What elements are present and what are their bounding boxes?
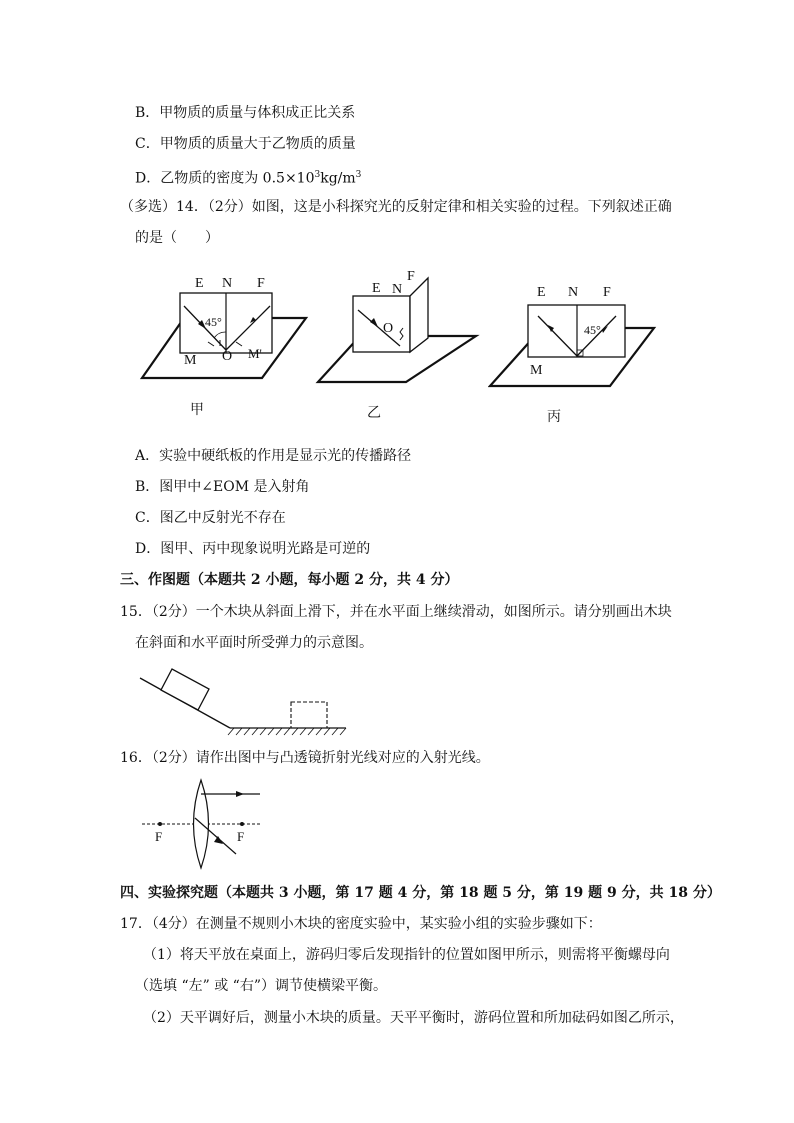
- q16-focus-left-point: [158, 822, 162, 826]
- yi-cardboard-f-folded: [410, 278, 428, 352]
- q14-option-a: A．实验中硬纸板的作用是显示光的传播路径: [135, 448, 412, 464]
- jia-label-n: N: [222, 276, 233, 291]
- section-3-title: 三、作图题（本题共 2 小题，每小题 2 分，共 4 分）: [120, 572, 459, 588]
- q15-ground-hatching: [228, 728, 346, 735]
- q13-option-d-exponent: 3: [314, 170, 321, 180]
- yi-label-f: F: [407, 269, 415, 284]
- q16-line1: 16．（2分）请作出图中与凸透镜折射光线对应的入射光线。: [120, 750, 490, 766]
- yi-label-e: E: [372, 281, 381, 296]
- bing-label-n: N: [568, 285, 579, 300]
- q15-block-on-floor: [291, 702, 327, 728]
- q13-option-d: [135, 166, 361, 188]
- q17-step1-line2: （选填 “左” 或 “右”）调节使横梁平衡。: [135, 978, 387, 994]
- q16-focus-right-label: F: [237, 829, 245, 844]
- q17-step2-line1: （2）天平调好后，测量小木块的质量。天平平衡时，游码位置和所加砝码如图乙所示，: [143, 1010, 684, 1026]
- q17-line1: 17．（4分）在测量不规则小木块的密度实验中，某实验小组的实验步骤如下：: [120, 916, 602, 932]
- q13-option-c: C．甲物质的质量大于乙物质的质量: [135, 136, 356, 152]
- q14-stem-line2: 的是（ ）: [135, 230, 219, 246]
- q13-option-d-unit-exponent: 3: [355, 170, 362, 180]
- bing-angle-label: 45°: [584, 323, 601, 337]
- q14-option-d: D．图甲、丙中现象说明光路是可逆的: [135, 541, 371, 557]
- yi-cardboard-e: [353, 296, 410, 352]
- q17-step1-line1: （1）将天平放在桌面上，游码归零后发现指针的位置如图甲所示，则需将平衡螺母向: [143, 947, 670, 963]
- jia-label-e: E: [195, 276, 204, 291]
- q13-option-d-unit: kg/m: [320, 170, 356, 187]
- q16-figure-convex-lens: [138, 778, 268, 872]
- q13-option-b: B．甲物质的质量与体积成正比关系: [135, 105, 356, 121]
- bing-label-m: M: [530, 363, 543, 378]
- q16-arrow-parallel: [236, 791, 244, 797]
- q14-caption-bing: 丙: [547, 409, 561, 425]
- bing-label-f: F: [603, 285, 611, 300]
- jia-angle-label: 45°: [205, 315, 222, 329]
- q14-caption-jia: 甲: [190, 402, 204, 418]
- jia-label-m: M: [184, 353, 197, 368]
- jia-label-o: O: [222, 349, 233, 364]
- q14-stem-line1: （多选）14．（2分）如图，这是小科探究光的反射定律和相关实验的过程。下列叙述正确: [120, 199, 672, 215]
- section-4-title: 四、实验探究题（本题共 3 小题，第 17 题 4 分，第 18 题 5 分，第 19 题 9 分，共 18 分）: [120, 885, 721, 901]
- q14-figure-bing: [488, 280, 658, 390]
- q16-focus-right-point: [240, 822, 244, 826]
- q16-focus-left-label: F: [155, 829, 163, 844]
- q14-option-c: C．图乙中反射光不存在: [135, 510, 286, 526]
- q14-option-b: B．图甲中∠EOM 是入射角: [135, 479, 310, 495]
- yi-label-o: O: [383, 321, 394, 336]
- q14-figure-yi: [312, 266, 482, 386]
- yi-label-n: N: [392, 282, 403, 297]
- q14-caption-yi: 乙: [367, 405, 381, 421]
- q15-block-on-incline: [161, 669, 209, 710]
- q15-line1: 15．（2分）一个木块从斜面上滑下，并在水平面上继续滑动，如图所示。请分别画出木块: [120, 604, 672, 620]
- bing-label-e: E: [537, 285, 546, 300]
- q15-figure-incline: [138, 662, 360, 742]
- q15-line2: 在斜面和水平面时所受弹力的示意图。: [135, 635, 373, 651]
- jia-label-f: F: [257, 276, 265, 291]
- q16-arrow-oblique: [214, 836, 223, 844]
- q14-figure-jia: [138, 268, 314, 384]
- q13-option-d-text: D．乙物质的密度为 0.5×10: [135, 170, 315, 187]
- jia-label-m-prime: M': [248, 346, 262, 361]
